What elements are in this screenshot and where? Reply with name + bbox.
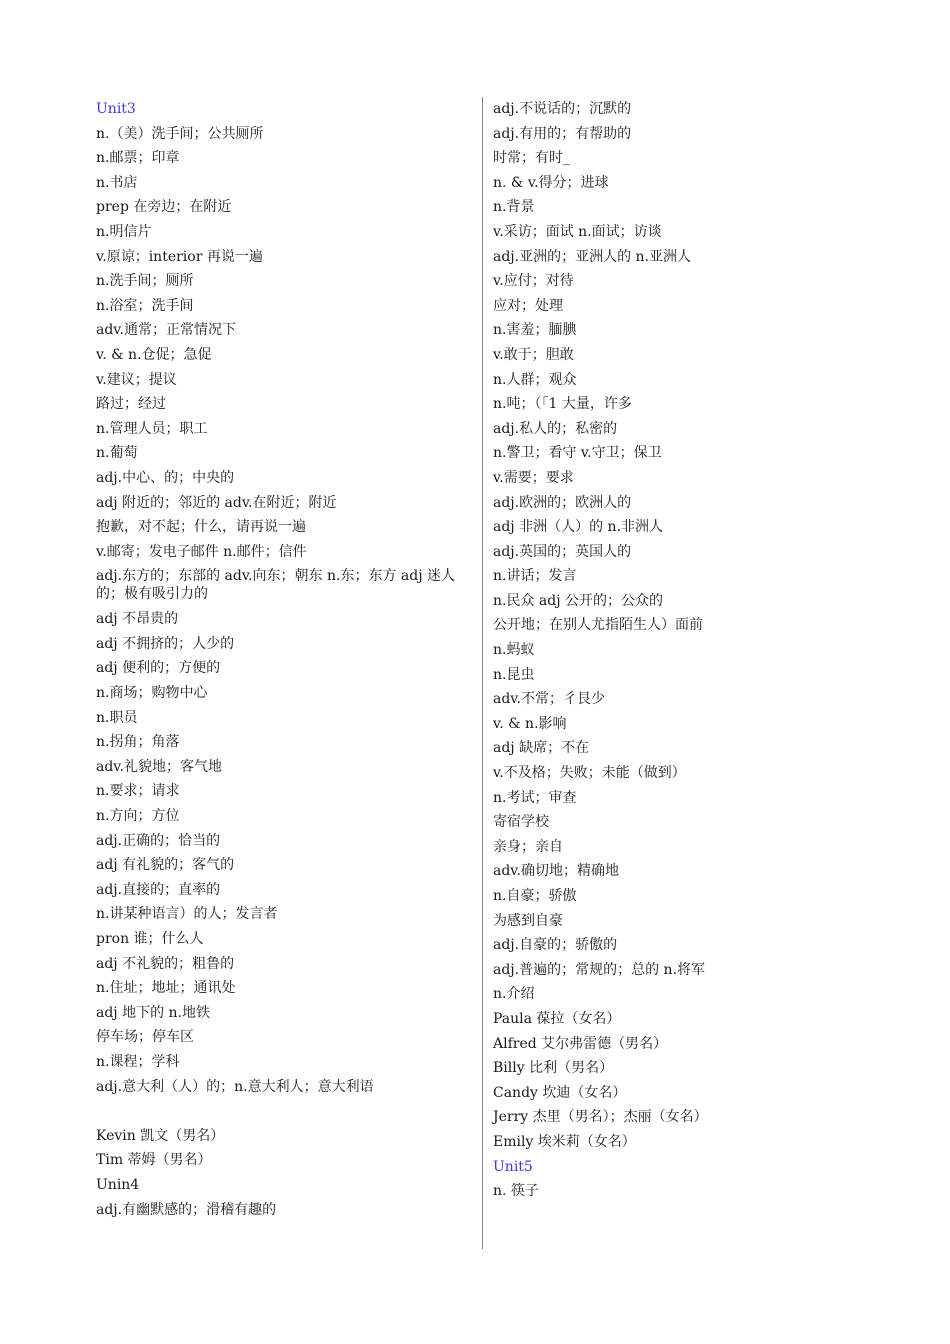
vocab-entry: adv.不常；彳艮少 [493,691,606,708]
vocab-entry: 为感到自豪 [493,912,563,929]
unit-heading: Unit3 [96,101,136,117]
vocab-entry: adj.东方的；东部的 adv.向东；朝东 n.东；东方 adj 迷人的；极有吸引力的 [96,568,456,603]
vocab-entry: Alfred 艾尔弗雷德（男名） [493,1035,668,1052]
vocab-entry: n.吨；（「1 大量，许多 [493,396,632,413]
vocab-entry: n.讲话；发言 [493,568,577,585]
vocab-entry: adj 不礼貌的；粗鲁的 [96,955,235,972]
vocab-entry: n.洗手间；厕所 [96,273,194,290]
vocab-entry: adj.欧洲的；欧洲人的 [493,494,632,511]
vocab-entry: n.自豪；骄傲 [493,888,577,904]
vocab-entry: adj 不拥挤的；人少的 [96,635,235,652]
vocab-entry: n.昆虫 [493,666,535,683]
vocab-entry: adj 缺席；不在 [493,740,590,757]
vocab-entry: 亲身；亲自 [493,838,563,855]
vocab-entry: adj.有幽默感的；滑稽有趣的 [96,1201,277,1218]
vocab-entry: Unin4 [96,1176,140,1193]
vocab-entry: n.葡萄 [96,445,138,462]
vocab-entry: prep 在旁边；在附近 [96,199,232,216]
vocab-entry: v. & n.影响 [493,715,567,732]
vocab-entry: adj.自豪的；骄傲的 [493,937,618,954]
vocab-entry: Tim 蒂姆（男名） [96,1152,212,1169]
vocab-entry: adj.有用的；有帮助的 [493,125,632,142]
vocab-entry: adj 便利的；方便的 [96,660,221,677]
vocab-entry: v.敢于；胆敢 [493,346,574,363]
vocab-entry: n.背景 [493,199,535,216]
vocab-entry: Billy 比利（男名） [493,1060,614,1077]
vocab-entry: n.拐角；角落 [96,734,180,751]
vocab-entry: Candy 坎迪（女名） [493,1084,627,1101]
column-divider [482,97,483,1249]
vocab-entry: 抱歉，对不起；什么，请再说一遍 [96,519,306,536]
vocab-entry: 应对；处理 [493,297,563,314]
vocab-entry: n.警卫；看守 v.守卫；保卫 [493,445,662,462]
unit-heading: Unit5 [493,1158,533,1175]
vocab-entry: pron 谁；什么人 [96,931,204,947]
vocab-entry: adj.亚洲的；亚洲人的 n.亚洲人 [493,248,692,265]
vocab-entry: n.书店 [96,174,138,191]
vocab-entry: adj 非洲（人）的 n.非洲人 [493,519,664,536]
vocab-entry: n.住址；地址；通讯处 [96,980,236,997]
vocab-entry: 寄宿学校 [493,814,549,831]
vocab-entry: adj.不说话的；沉默的 [493,101,632,117]
vocab-entry: n.害羞；腼腆 [493,322,577,339]
vocab-entry: n.商场；购物中心 [96,685,208,702]
vocab-entry: adj.中心、的；中央的 [96,469,235,486]
vocab-entry: adj.直接的；直率的 [96,881,221,898]
vocab-entry: n.管理人员；职工 [96,420,208,437]
vocab-entry: adj 地下的 n.地铁 [96,1004,211,1021]
vocab-entry: n.浴室；洗手间 [96,297,194,314]
vocab-entry: n.方向；方位 [96,808,180,825]
vocab-entry: n.课程；学科 [96,1053,180,1070]
vocab-entry: adv.通常；正常情况下 [96,322,237,339]
vocab-entry: v.建议；提议 [96,371,177,388]
vocab-entry: v.邮寄；发电子邮件 n.邮件；信件 [96,543,307,560]
vocab-entry: n.讲某种语言）的人；发言者 [96,906,278,923]
vocab-entry: adj.普遍的；常规的；总的 n.将军 [493,961,706,978]
vocab-entry: Paula 葆拉（女名） [493,1010,621,1027]
vocab-entry: v.需要；要求 [493,469,574,486]
vocab-entry: adj 不昂贵的 [96,611,179,628]
vocab-entry: adv.确切地；精确地 [493,863,620,880]
vocab-entry: adj 附近的；邻近的 adv.在附近；附近 [96,494,337,511]
vocab-entry: n. & v.得分；进球 [493,174,609,191]
vocab-entry: v. & n.仓促；急促 [96,346,212,363]
left-column [96,97,476,1222]
vocab-entry: 时常；有时_ [493,150,570,167]
vocab-entry: n.（美）洗手间；公共厕所 [96,125,264,142]
vocab-entry: v.原谅；interior 再说一遍 [96,248,263,265]
vocab-entry: adj.正确的；恰当的 [96,832,221,849]
vocab-entry: v.不及格；失败；未能（做到） [493,765,686,782]
vocab-entry: n. 筷子 [493,1183,539,1200]
vocab-entry: n.民众 adj 公开的；公众的 [493,592,664,609]
vocab-entry: Emily 埃米莉（女名） [493,1133,636,1150]
vocab-entry: Jerry 杰里（男名）；杰丽（女名） [493,1109,708,1126]
vocab-entry: n.职员 [96,709,138,726]
vocab-entry: n.考试；审查 [493,789,577,806]
vocab-entry: n.蚂蚁 [493,642,535,659]
vocab-entry: adj.意大利（人）的；n.意大利人；意大利语 [96,1078,374,1095]
vocab-entry: adj 有礼貌的；客气的 [96,857,235,874]
vocab-entry: 路过；经过 [96,396,166,413]
vocab-entry: v.采访；面试 n.面试；访谈 [493,223,662,240]
vocab-entry: Kevin 凯文（男名） [96,1127,225,1144]
blank-line [96,1099,476,1124]
vocab-entry: n.要求；请求 [96,783,180,800]
vocab-entry: 停车场；停车区 [96,1029,194,1046]
vocab-entry: n.介绍 [493,986,535,1003]
vocab-entry: 公开地；在别人尤指陌生人）面前 [493,617,703,634]
right-column [493,97,933,1204]
vocab-entry: adj.私人的；私密的 [493,420,618,437]
vocab-entry: adj.英国的；英国人的 [493,543,632,560]
vocab-entry: n.人群；观众 [493,371,577,388]
vocab-entry: v.应付；对待 [493,273,574,290]
vocab-entry: n.邮票；印章 [96,150,180,167]
vocab-entry: adv.礼貌地；客气地 [96,758,223,775]
vocab-entry: n.明信片 [96,223,152,240]
